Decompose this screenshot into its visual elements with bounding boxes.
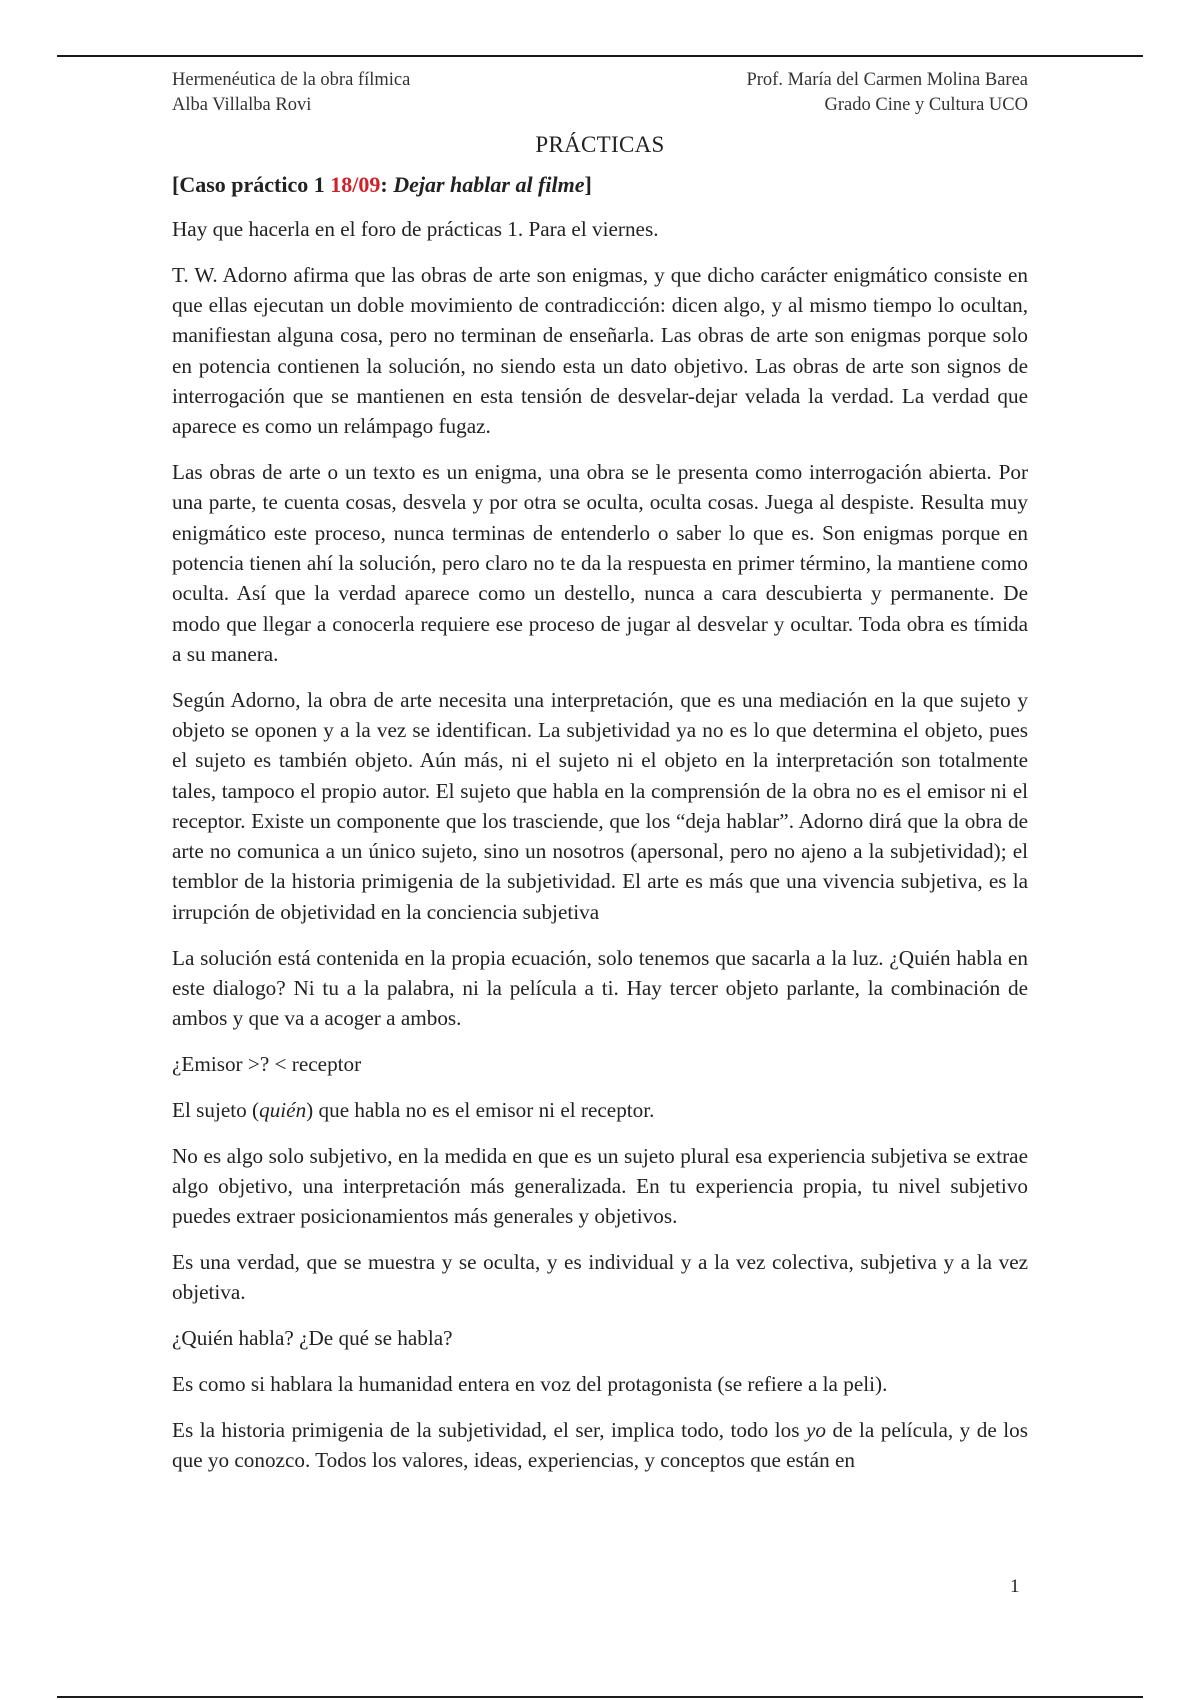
case-colon: :: [380, 172, 394, 197]
paragraph-10: Es como si hablara la humanidad entera en voz del protagonista (se refiere a la peli).: [172, 1371, 888, 1396]
case-close: ]: [584, 172, 592, 197]
course-name: Hermenéutica de la obra fílmica: [172, 70, 411, 90]
paragraph-7: No es algo solo subjetivo, en la medida en que es un sujeto plural esa experiencia subjetiva se extrae algo objetivo, una interpretación más generalizada. En tu experiencia propia, tu nivel subjetivo puedes extraer posicionamientos más generales y objetivos.: [172, 1143, 1028, 1229]
case-date: 18/09: [330, 172, 381, 197]
top-rule: [57, 55, 1143, 57]
paragraph-4: La solución está contenida en la propia ecuación, solo tenemos que sacarla a la luz. ¿Quién habla en este dialogo? Ni tu a la palabra, ni la película a ti. Hay tercer objeto parlante, la combinación de ambos y que va a acoger a ambos.: [172, 945, 1028, 1031]
degree-name: Grado Cine y Cultura UCO: [824, 95, 1028, 115]
page-title: PRÁCTICAS: [535, 132, 665, 157]
paragraph-9: ¿Quién habla? ¿De qué se habla?: [172, 1326, 453, 1350]
paragraph-8: Es una verdad, que se muestra y se oculta, y es individual y a la vez colectiva, subjetiva y a la vez objetiva.: [172, 1249, 1028, 1305]
paragraph-6: [172, 1095, 1028, 1125]
document-page: [172, 68, 1028, 1491]
page-number: 1: [1010, 1576, 1020, 1597]
professor-name: Prof. María del Carmen Molina Barea: [746, 70, 1028, 90]
header-left: [172, 68, 410, 118]
paragraph-1: T. W. Adorno afirma que las obras de arte son enigmas, y que dicho carácter enigmático consiste en que ellas ejecutan un doble movimiento de contradicción: dicen algo, y al mismo tiempo lo ocultan, manifiestan alguna cosa, pero no terminan de enseñarla. Las obras de arte son enigmas porque solo en potencia contienen la solución, no siendo esta un dato objetivo. Las obras de arte son signos de interrogación que se mantienen en esta tensión de desvelar-dejar velada la verdad. La verdad que aparece es como un relámpago fugaz.: [172, 262, 1028, 439]
paragraph-3: Según Adorno, la obra de arte necesita una interpretación, que es una mediación en la que sujeto y objeto se oponen y a la vez se identifican. La subjetividad ya no es lo que determina el objeto, pues el sujeto es también objeto. Aún más, ni el sujeto ni el objeto en la interpretación son totalmente tales, tampoco el propio autor. El sujeto que habla en la comprensión de la obra no es el emisor ni el receptor. Existe un componente que los trasciende, que los “deja hablar”. Adorno dirá que la obra de arte no comunica a un único sujeto, sino un nosotros (apersonal, pero no ajeno a la subjetividad); el temblor de la historia primigenia de la subjetividad. El arte es más que una vivencia subjetiva, es la irrupción de objetividad en la conciencia subjetiva: [172, 687, 1028, 924]
p6-emphasis: quién: [259, 1097, 307, 1122]
p11-post: de la película, y de los que yo conozco. Todos los valores, ideas, experiencias, y conceptos que están en: [172, 1417, 1028, 1472]
page-header: [172, 68, 1028, 118]
header-right: [746, 68, 1028, 118]
case-heading: [172, 172, 1028, 198]
student-name: Alba Villalba Rovi: [172, 95, 312, 115]
p11-emphasis: yo: [805, 1417, 826, 1442]
case-label: [Caso práctico 1: [172, 172, 331, 197]
p11-pre: Es la historia primigenia de la subjetividad, el ser, implica todo, todo los: [172, 1417, 806, 1442]
paragraph-11: [172, 1415, 1028, 1476]
paragraph-5: ¿Emisor >? < receptor: [172, 1051, 362, 1076]
bottom-rule: [57, 1696, 1143, 1698]
p6-post: ) que habla no es el emisor ni el receptor.: [306, 1097, 655, 1122]
paragraph-2: Las obras de arte o un texto es un enigma, una obra se le presenta como interrogación abierta. Por una parte, te cuenta cosas, desvela y por otra se oculta, oculta cosas. Juega al despiste. Resulta muy enigmático este proceso, nunca terminas de entenderlo o saber lo que es. Son enigmas porque en potencia tienen ahí la solución, pero claro no te da la respuesta en primer término, la mantiene como oculta. Así que la verdad aparece como un destello, nunca a cara descubierta y permanente. De modo que llegar a conocerla requiere ese proceso de jugar al desvelar y ocultar. Toda obra es tímida a su manera.: [172, 460, 1028, 666]
case-film-title: Dejar hablar al filme: [393, 172, 585, 197]
p6-pre: El sujeto (: [172, 1097, 260, 1122]
intro-paragraph: Hay que hacerla en el foro de prácticas 1. Para el viernes.: [172, 217, 659, 241]
